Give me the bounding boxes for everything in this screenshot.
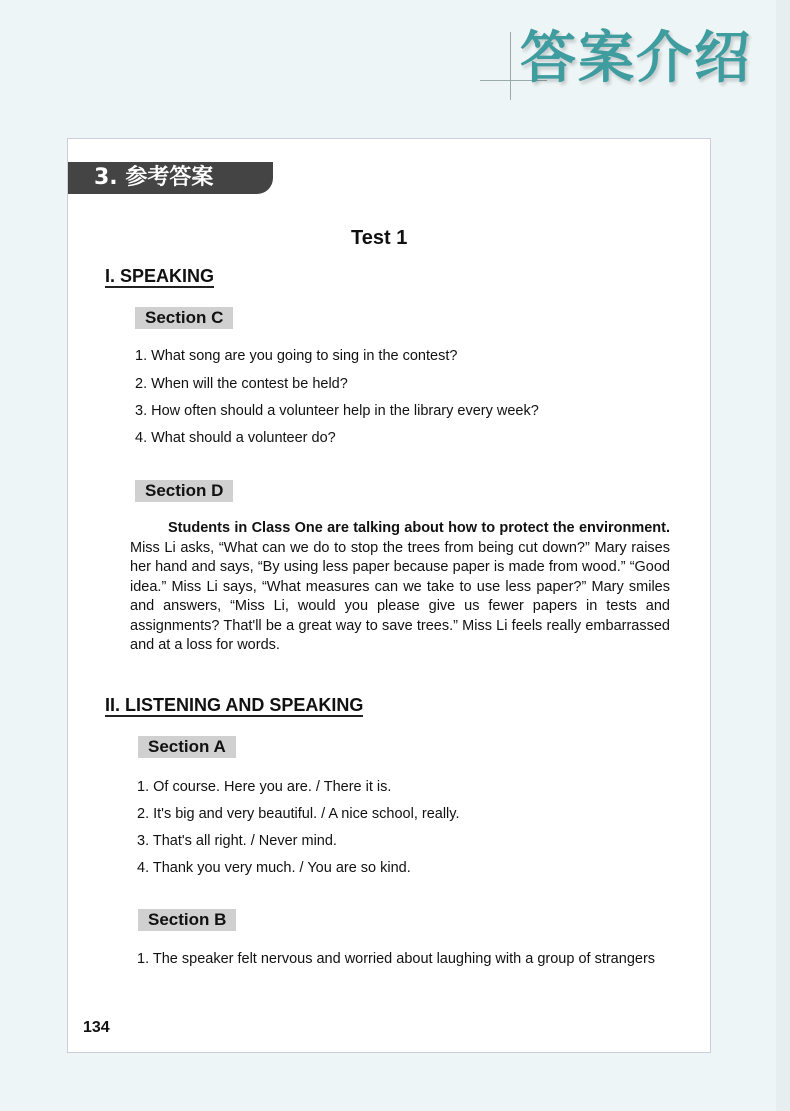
heading-speaking: I. SPEAKING — [105, 266, 215, 286]
list-item: 2. It's big and very beautiful. / A nice school, really. — [137, 806, 460, 822]
section-c-label: Section C — [135, 307, 233, 329]
list-item: 1. What song are you going to sing in the contest? — [135, 348, 458, 364]
passage-body: Miss Li asks, “What can we do to stop the trees from being cut down?” Mary raises her hand and says, “By using less paper because paper is made from wood.” “Good idea.” Miss Li says, “What measures can we take to use less paper?” Mary smiles and answers, “Miss Li, would you please give us fewer papers in tests and assignments? That'll be a great way to save trees.” Miss Li feels really embarrassed and at a loss for words. — [130, 539, 670, 653]
section-d-passage — [130, 519, 670, 656]
list-item: 3. That's all right. / Never mind. — [137, 833, 337, 849]
heading-listening-speaking: II. LISTENING AND SPEAKING — [105, 695, 364, 715]
list-item: 2. When will the contest be held? — [135, 376, 348, 392]
list-item: 1. The speaker felt nervous and worried about laughing with a group of strangers — [137, 951, 656, 967]
page-number: 134 — [83, 1019, 110, 1036]
book-page — [67, 138, 711, 1053]
list-item: 1. Of course. Here you are. / There it is. — [137, 779, 392, 795]
chapter-tab: 3. 参考答案 — [68, 162, 273, 194]
side-strip — [776, 0, 790, 1111]
section-b-label: Section B — [138, 909, 236, 931]
test-title: Test 1 — [351, 227, 408, 249]
banner-title: 答案介绍 — [520, 26, 752, 91]
passage-lead: Students in Class One are talking about how to protect the environment. — [168, 520, 670, 536]
list-item: 3. How often should a volunteer help in the library every week? — [135, 403, 539, 419]
section-a-label: Section A — [138, 736, 236, 758]
decor-line-vertical — [510, 32, 511, 100]
list-item: 4. What should a volunteer do? — [135, 430, 336, 446]
list-item: 4. Thank you very much. / You are so kind. — [137, 860, 411, 876]
section-d-label: Section D — [135, 480, 233, 502]
